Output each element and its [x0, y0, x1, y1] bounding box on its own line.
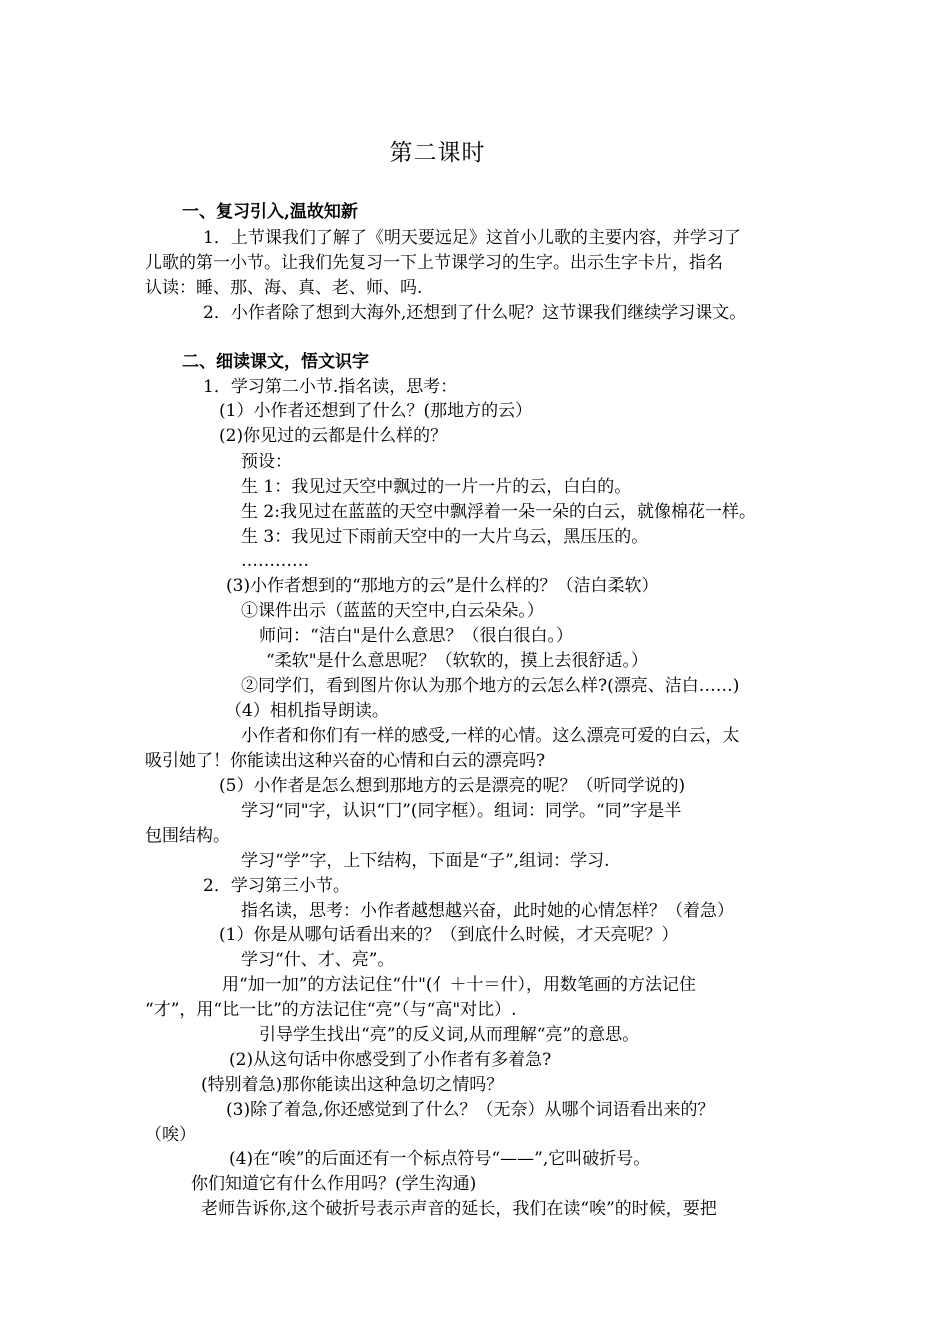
- paragraph-line: 学习“学”字，上下结构，下面是“子”,组词：学习.: [241, 851, 610, 871]
- section-heading: 一、复习引入,温故知新: [182, 202, 358, 222]
- paragraph-line: 你们知道它有什么作用吗？(学生沟通): [191, 1174, 477, 1194]
- paragraph-line: “才”，用“比一比”的方法记住“亮”（与“高"对比）.: [145, 1000, 517, 1020]
- paragraph-line: …………: [241, 551, 309, 571]
- paragraph-line: 1．上节课我们了解了《明天要远足》这首小儿歌的主要内容，并学习了: [203, 228, 741, 248]
- paragraph-line: 1．学习第二小节.指名读，思考：: [203, 377, 458, 397]
- paragraph-line: (3)小作者想到的“那地方的云”是什么样的？（洁白柔软）: [226, 576, 659, 596]
- paragraph-line: (1）小作者还想到了什么？(那地方的云）: [219, 401, 533, 421]
- section-heading: 二、细读课文，悟文识字: [182, 352, 369, 372]
- paragraph-line: (2)从这句话中你感受到了小作者有多着急?: [229, 1050, 552, 1070]
- paragraph-line: 生 2:我见过在蓝蓝的天空中飘浮着一朵一朵的白云，就像棉花一样。: [241, 502, 756, 522]
- paragraph-line: （唉）: [145, 1125, 196, 1145]
- paragraph-line: 师问：“洁白"是什么意思？（很白很白。）: [259, 626, 574, 646]
- paragraph-line: (1）你是从哪句话看出来的？（到底什么时候，才天亮呢？）: [219, 925, 679, 945]
- paragraph-line: 预设：: [241, 452, 292, 472]
- paragraph-line: 老师告诉你,这个破折号表示声音的延长，我们在读“唉”的时候，要把: [201, 1199, 717, 1219]
- paragraph-line: 指名读，思考：小作者越想越兴奋，此时她的心情怎样？（着急）: [241, 901, 734, 921]
- paragraph-line: 学习“同"字，认识“冂”(同字框）。组词：同学。“同”字是半: [241, 801, 682, 821]
- paragraph-line: 2．小作者除了想到大海外,还想到了什么呢？这节课我们继续学习课文。: [203, 303, 747, 323]
- paragraph-line: 生 3：我见过下雨前天空中的一大片乌云，黑压压的。: [241, 527, 649, 547]
- paragraph-line: 用“加一加”的方法记住“什"(亻＋十＝什），用数笔画的方法记住: [222, 975, 697, 995]
- paragraph-line: ①课件出示（蓝蓝的天空中,白云朵朵。）: [241, 601, 544, 621]
- paragraph-line: (3)除了着急,你还感觉到了什么？（无奈）从哪个词语看出来的？: [226, 1100, 715, 1120]
- paragraph-line: 儿歌的第一小节。让我们先复习一下上节课学习的生字。出示生字卡片，指名: [145, 253, 723, 273]
- paragraph-line: 认读：睡、那、海、真、老、师、吗.: [145, 278, 423, 298]
- paragraph-line: 包围结构。: [145, 826, 230, 846]
- paragraph-line: （4）相机指导朗读。: [225, 701, 389, 721]
- paragraph-line: (4)在“唉”的后面还有一个标点符号“——”,它叫破折号。: [229, 1149, 651, 1169]
- paragraph-line: (2)你见过的云都是什么样的？: [219, 426, 448, 446]
- paragraph-line: ②同学们，看到图片你认为那个地方的云怎么样?(漂亮、洁白……): [241, 676, 740, 696]
- paragraph-line: 2．学习第三小节。: [203, 876, 350, 896]
- paragraph-line: 生 1：我见过天空中飘过的一片一片的云，白白的。: [241, 477, 632, 497]
- page-title: 第二课时: [389, 140, 486, 166]
- paragraph-line: 学习“什、才、亮”。: [241, 950, 395, 970]
- paragraph-line: 引导学生找出“亮”的反义词,从而理解“亮”的意思。: [259, 1025, 640, 1045]
- paragraph-line: (5）小作者是怎么想到那地方的云是漂亮的呢？（听同学说的): [219, 776, 686, 796]
- paragraph-line: (特别着急)那你能读出这种急切之情吗？: [201, 1075, 504, 1095]
- paragraph-line: 吸引她了！你能读出这种兴奋的心情和白云的漂亮吗?: [145, 751, 546, 771]
- paragraph-line: 小作者和你们有一样的感受,一样的心情。这么漂亮可爱的白云，太: [241, 726, 740, 746]
- paragraph-line: “柔软"是什么意思呢？（软软的，摸上去很舒适。）: [266, 651, 649, 671]
